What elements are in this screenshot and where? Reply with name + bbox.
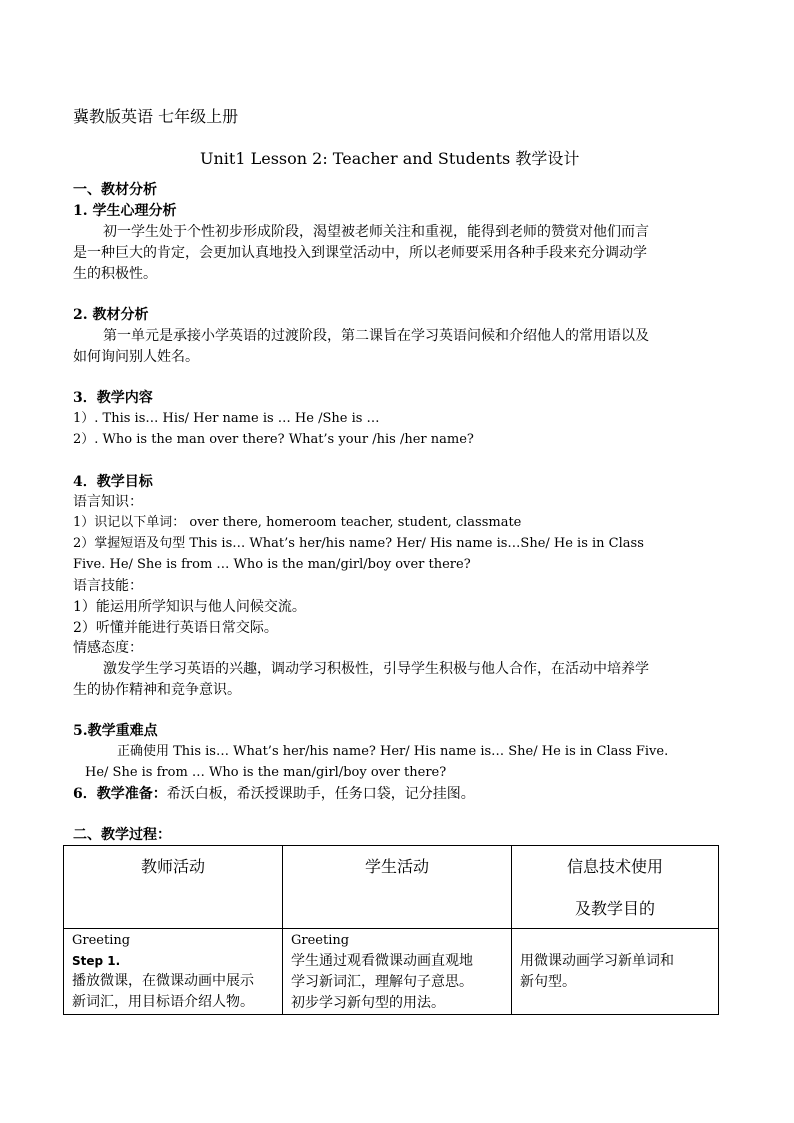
tech-purpose-cell: 用微课动画学习新单词和 新句型。 <box>512 929 719 1015</box>
document-title: Unit1 Lesson 2: Teacher and Students 教学设计 <box>200 149 580 168</box>
objectives-line-10: 生的协作精神和竞争意识。 <box>73 682 241 698</box>
section1-heading: 一、教材分析 <box>73 182 157 198</box>
objectives-line-4: Five. He/ She is from … Who is the man/girl/boy over there? <box>73 557 471 572</box>
objectives-line-8: 情感态度： <box>73 640 143 656</box>
material-line-1: 第一单元是承接小学英语的过渡阶段，第二课旨在学习英语问候和介绍他人的常用语以及 <box>103 328 649 344</box>
preparation-line <box>73 784 475 804</box>
objectives-line-2: 1）识记以下单词： over there, homeroom teacher, student, classmate <box>73 515 522 530</box>
objectives-heading: 4．教学目标 <box>73 474 153 490</box>
psychology-heading: 1. 学生心理分析 <box>73 203 177 219</box>
psychology-line-3: 生的积极性。 <box>73 266 157 282</box>
objectives-line-7: 2）听懂并能进行英语日常交际。 <box>73 620 278 636</box>
series-title: 冀教版英语 七年级上册 <box>73 107 239 126</box>
preparation-text: 希沃白板，希沃授课助手，任务口袋，记分挂图。 <box>166 786 475 802</box>
keypoints-line-1: 正确使用 This is… What’s her/his name? Her/ His name is… She/ He is in Class Five. <box>117 744 669 759</box>
material-line-2: 如何询问别人姓名。 <box>73 349 199 365</box>
content-heading: 3．教学内容 <box>73 390 153 406</box>
psychology-line-2: 是一种巨大的肯定，会更加认真地投入到课堂活动中，所以老师要采用各种手段来充分调动学 <box>73 245 647 261</box>
objectives-line-6: 1）能运用所学知识与他人问候交流。 <box>73 599 306 615</box>
psychology-line-1: 初一学生处于个性初步形成阶段，渴望被老师关注和重视，能得到老师的赞赏对他们而言 <box>103 224 649 240</box>
table-header-row <box>64 846 719 929</box>
student-activity-cell: Greeting 学生通过观看微课动画直观地 学习新词汇，理解句子意思。 初步学习新句型的用法。 <box>283 929 512 1015</box>
material-heading: 2. 教材分析 <box>73 307 149 323</box>
header-tech-purpose: 信息技术使用 及教学目的 <box>512 846 719 929</box>
objectives-line-9: 激发学生学习英语的兴趣，调动学习积极性，引导学生积极与他人合作，在活动中培养学 <box>103 661 649 677</box>
objectives-line-5: 语言技能： <box>73 578 143 594</box>
section2-heading: 二、教学过程： <box>73 827 171 843</box>
table-row <box>64 929 719 1015</box>
keypoints-heading: 5.教学重难点 <box>73 723 158 739</box>
header-student-activity: 学生活动 <box>283 846 512 929</box>
content-line-2: 2）. Who is the man over there? What’s your /his /her name? <box>73 432 474 447</box>
keypoints-line-2: He/ She is from … Who is the man/girl/boy over there? <box>85 765 447 780</box>
objectives-line-1: 语言知识： <box>73 494 143 510</box>
preparation-heading: 6．教学准备： <box>73 786 167 802</box>
objectives-line-3: 2）掌握短语及句型 This is… What’s her/his name? Her/ His name is…She/ He is in Class <box>73 536 644 551</box>
content-line-1: 1）. This is… His/ Her name is … He /She is … <box>73 411 380 426</box>
teacher-activity-cell: Greeting Step 1. 播放微课，在微课动画中展示 新词汇，用目标语介绍人物。 <box>64 929 283 1015</box>
header-teacher-activity: 教师活动 <box>64 846 283 929</box>
process-table <box>63 845 719 1015</box>
